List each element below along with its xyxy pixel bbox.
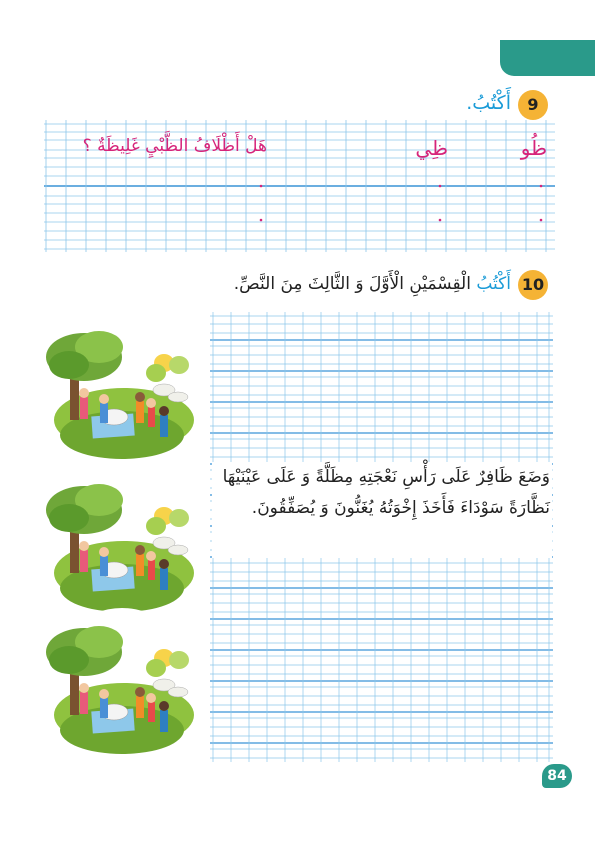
instruction-rest: الْقِسْمَيْنِ الْأَوَّلَ وَ الثَّالِثَ مِنَ النَّصِّ. bbox=[233, 274, 477, 294]
illustration-3 bbox=[46, 608, 194, 754]
illustration-2 bbox=[46, 466, 194, 612]
source-paragraph: وَضَعَ ظَافِرٌ عَلَى رَأْسِ نَعْجَتِهِ مِظَلَّةً وَ عَلَى عَيْنَيْهَا نَظَّارَةً سَوْدَاءَ فَأَخَذَ إِخْوَتُهُ يُغَنُّونَ وَ يُصَفِّقُونَ. bbox=[222, 467, 550, 518]
exercise-10-badge: 10 bbox=[518, 270, 548, 300]
exercise-9-instruction: أَكْتُبُ. bbox=[466, 92, 511, 114]
exercise-9-badge: 9 bbox=[518, 90, 548, 120]
page-number: 84 bbox=[542, 764, 572, 788]
instruction-verb: أَكْتُبُ bbox=[476, 274, 511, 294]
model-syllable-zi: ظِي bbox=[415, 136, 448, 160]
model-syllable-zu: ظُو bbox=[520, 136, 547, 160]
illustration-1 bbox=[46, 313, 194, 459]
model-sentence: هَلْ أَظْلَافُ الظَّبْيِ غَلِيظَةٌ ؟ bbox=[82, 136, 267, 156]
